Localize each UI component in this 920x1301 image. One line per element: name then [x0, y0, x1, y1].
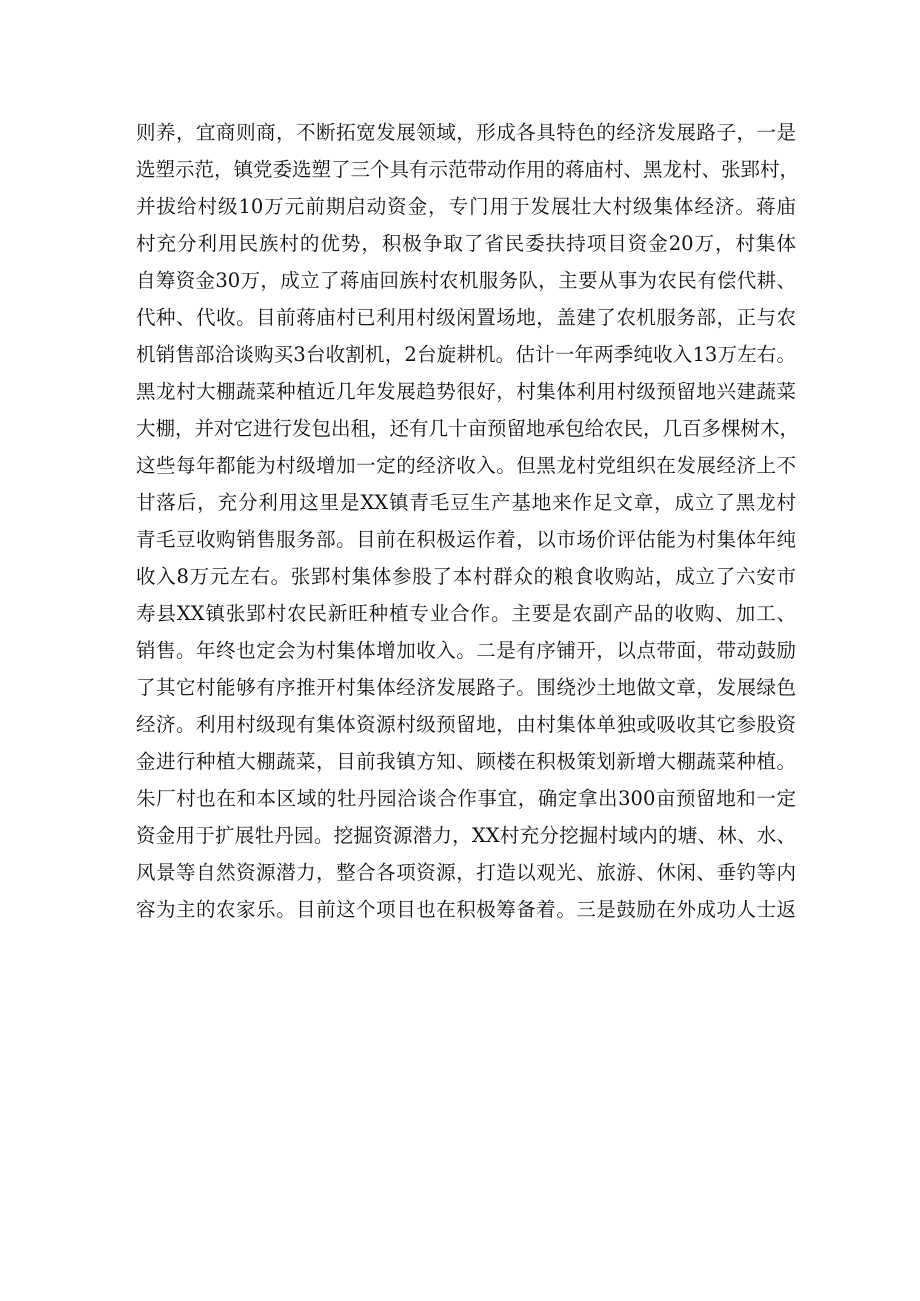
text-line-19: 朱厂村也在和本区域的牡丹园洽谈合作事宜，确定拿出300亩预留地和一定 — [136, 787, 796, 810]
text-line-11: 甘落后，充分利用这里是XX镇青毛豆生产基地来作足文章，成立了黑龙村 — [136, 491, 796, 514]
text-line-6: 代种、代收。目前蒋庙村已利用村级闲置场地，盖建了农机服务部，正与农 — [136, 306, 796, 329]
text-line-1: 则养，宜商则商，不断拓宽发展领域，形成各具特色的经济发展路子，一是 — [136, 121, 796, 144]
text-line-7: 机销售部洽谈购买3台收割机，2台旋耕机。估计一年两季纯收入13万左右。 — [136, 343, 796, 366]
text-line-16: 了其它村能够有序推开村集体经济发展路子。围绕沙土地做文章，发展绿色 — [136, 676, 796, 699]
text-line-13: 收入8万元左右。张郢村集体参股了本村群众的粮食收购站，成立了六安市 — [136, 565, 796, 588]
text-line-18: 金进行种植大棚蔬菜，目前我镇方知、顾楼在积极策划新增大棚蔬菜种植。 — [136, 750, 796, 773]
text-line-3: 并拔给村级10万元前期启动资金，专门用于发展壮大村级集体经济。蒋庙 — [136, 195, 796, 218]
text-line-12: 青毛豆收购销售服务部。目前在积极运作着，以市场价评估能为村集体年纯 — [136, 528, 796, 551]
text-line-9: 大棚，并对它进行发包出租，还有几十亩预留地承包给农民，几百多棵树木， — [136, 417, 800, 440]
text-line-4: 村充分利用民族村的优势，积极争取了省民委扶持项目资金20万，村集体 — [136, 232, 796, 255]
text-line-5: 自筹资金30万，成立了蒋庙回族村农机服务队，主要从事为农民有偿代耕、 — [136, 269, 796, 292]
text-line-17: 经济。利用村级现有集体资源村级预留地，由村集体单独或吸收其它参股资 — [136, 713, 796, 736]
text-line-10: 这些每年都能为村级增加一定的经济收入。但黑龙村党组织在发展经济上不 — [136, 454, 796, 477]
text-line-14: 寿县XX镇张郢村农民新旺种植专业合作。主要是农副产品的收购、加工、 — [136, 602, 796, 625]
text-line-21: 风景等自然资源潜力，整合各项资源，打造以观光、旅游、休闲、垂钓等内 — [136, 861, 796, 884]
body-paragraph — [136, 114, 800, 928]
text-line-15: 销售。年终也定会为村集体增加收入。二是有序铺开，以点带面，带动鼓励 — [136, 639, 796, 662]
text-line-2: 选塑示范，镇党委选塑了三个具有示范带动作用的蒋庙村、黑龙村、张郢村， — [136, 158, 800, 181]
text-line-22: 容为主的农家乐。目前这个项目也在积极筹备着。三是鼓励在外成功人士返 — [136, 898, 796, 921]
text-line-20: 资金用于扩展牡丹园。挖掘资源潜力，XX村充分挖掘村域内的塘、林、水、 — [136, 824, 796, 847]
text-line-8: 黑龙村大棚蔬菜种植近几年发展趋势很好，村集体利用村级预留地兴建蔬菜 — [136, 380, 796, 403]
